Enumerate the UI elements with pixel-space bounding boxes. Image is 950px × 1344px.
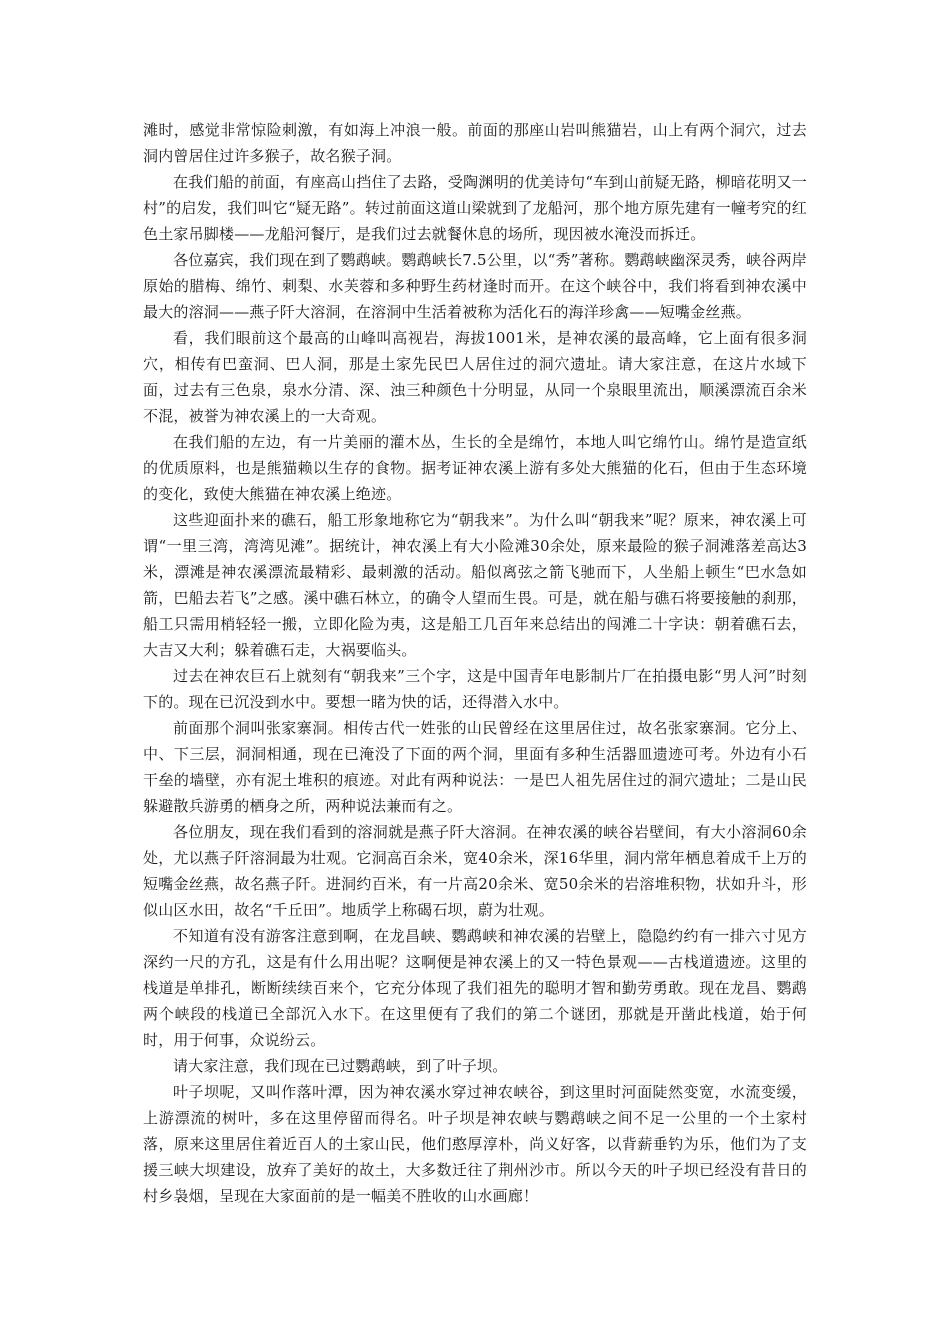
paragraph: 看，我们眼前这个最高的山峰叫高视岩，海拔1001米，是神农溪的最高峰，它上面有很多洞穴，相传有巴蛮洞、巴人洞，那是土家先民巴人居住过的洞穴遗址。请大家注意，在这片水域下面，过去有三色泉，泉水分清、深、浊三种颜色十分明显，从同一个泉眼里流出，顺溪漂流百余米不混，被誉为神农溪上的一大奇观。 xyxy=(143,329,807,425)
paragraph: 请大家注意，我们现在已过鹦鹉峡，到了叶子坝。 xyxy=(173,1057,508,1075)
paragraph: 过去在神农巨石上就刻有“朝我来”三个字，这是中国青年电影制片厂在拍摄电影“男人河”时刻下的。现在已沉没到水中。要想一睹为快的话，还得潜入水中。 xyxy=(143,667,807,711)
paragraph: 不知道有没有游客注意到啊，在龙昌峡、鹦鹉峡和神农溪的岩壁上，隐隐约约有一排六寸见方深约一尺的方孔，这是有什么用出呢？这啊便是神农溪上的又一特色景观——古栈道遗迹。这里的栈道是单排孔，断断续续百来个，它充分体现了我们祖先的聪明才智和勤劳勇敢。现在龙昌、鹦鹉两个峡段的栈道已全部沉入水下。在这里便有了我们的第二个谜团，那就是开凿此栈道，始于何时，用于何事，众说纷云。 xyxy=(143,927,807,1049)
paragraph: 前面那个洞叫张家寨洞。相传古代一姓张的山民曾经在这里居住过，故名张家寨洞。它分上、中、下三层，洞洞相通，现在已淹没了下面的两个洞，里面有多种生活器皿遗迹可考。外边有小石干垒的墙壁，亦有泥土堆积的痕迹。对此有两种说法：一是巴人祖先居住过的洞穴遗址；二是山民躲避散兵游勇的栖身之所，两种说法兼而有之。 xyxy=(143,719,807,815)
paragraph: 各位朋友，现在我们看到的溶洞就是燕子阡大溶洞。在神农溪的峡谷岩壁间，有大小溶洞60余处，尤以燕子阡溶洞最为壮观。它洞高百余米，宽40余米，深16华里，洞内常年栖息着成千上万的短嘴金丝燕，故名燕子阡。进洞约百米，有一片高20余米、宽50余米的岩溶堆积物，状如升斗，形似山区水田，故名“千丘田”。地质学上称碣石坝，蔚为壮观。 xyxy=(143,823,807,919)
document-page xyxy=(143,117,807,1209)
paragraph: 各位嘉宾，我们现在到了鹦鹉峡。鹦鹉峡长7.5公里，以“秀”著称。鹦鹉峡幽深灵秀，峡谷两岸原始的腊梅、绵竹、刺梨、水芙蓉和多种野生药材逢时而开。在这个峡谷中，我们将看到神农溪中最大的溶洞——燕子阡大溶洞，在溶洞中生活着被称为活化石的海洋珍禽——短嘴金丝燕。 xyxy=(143,251,807,321)
paragraph-continued: 滩时，感觉非常惊险刺激，有如海上冲浪一般。前面的那座山岩叫熊猫岩，山上有两个洞穴，过去洞内曾居住过许多猴子，故名猴子洞。 xyxy=(143,121,807,165)
paragraph: 叶子坝呢，又叫作落叶潭，因为神农溪水穿过神农峡谷，到这里时河面陡然变宽，水流变缓，上游漂流的树叶，多在这里停留而得名。叶子坝是神农峡与鹦鹉峡之间不足一公里的一个土家村落，原来这里居住着近百人的土家山民，他们憨厚淳朴，尚义好客，以背薪垂钓为乐，他们为了支援三峡大坝建设，放弃了美好的故土，大多数迁往了荆州沙市。所以今天的叶子坝已经没有昔日的村乡袅烟，呈现在大家面前的是一幅美不胜收的山水画廊！ xyxy=(143,1083,807,1205)
paragraph: 这些迎面扑来的礁石，船工形象地称它为“朝我来”。为什么叫“朝我来”呢？原来，神农溪上可谓“一里三湾，湾湾见滩”。据统计，神农溪上有大小险滩30余处，原来最险的猴子洞滩落差高达3米，漂滩是神农溪漂流最精彩、最刺激的活动。船似离弦之箭飞驰而下，人坐船上顿生“巴水急如箭，巴船去若飞”之感。溪中礁石林立，的确令人望而生畏。可是，就在船与礁石将要接触的刹那，船工只需用梢轻轻一搬，立即化险为夷，这是船工几百年来总结出的闯滩二十字诀：朝着礁石去，大吉又大利；躲着礁石走，大祸要临头。 xyxy=(143,511,807,659)
paragraph: 在我们船的前面，有座高山挡住了去路，受陶渊明的优美诗句“车到山前疑无路，柳暗花明又一村”的启发，我们叫它“疑无路”。转过前面这道山梁就到了龙船河，那个地方原先建有一幢考究的红色土家吊脚楼——龙船河餐厅，是我们过去就餐休息的场所，现因被水淹没而拆迁。 xyxy=(143,173,807,243)
paragraph: 在我们船的左边，有一片美丽的灌木丛，生长的全是绵竹，本地人叫它绵竹山。绵竹是造宣纸的优质原料，也是熊猫赖以生存的食物。据考证神农溪上游有多处大熊猫的化石，但由于生态环境的变化，致使大熊猫在神农溪上绝迹。 xyxy=(143,433,807,503)
